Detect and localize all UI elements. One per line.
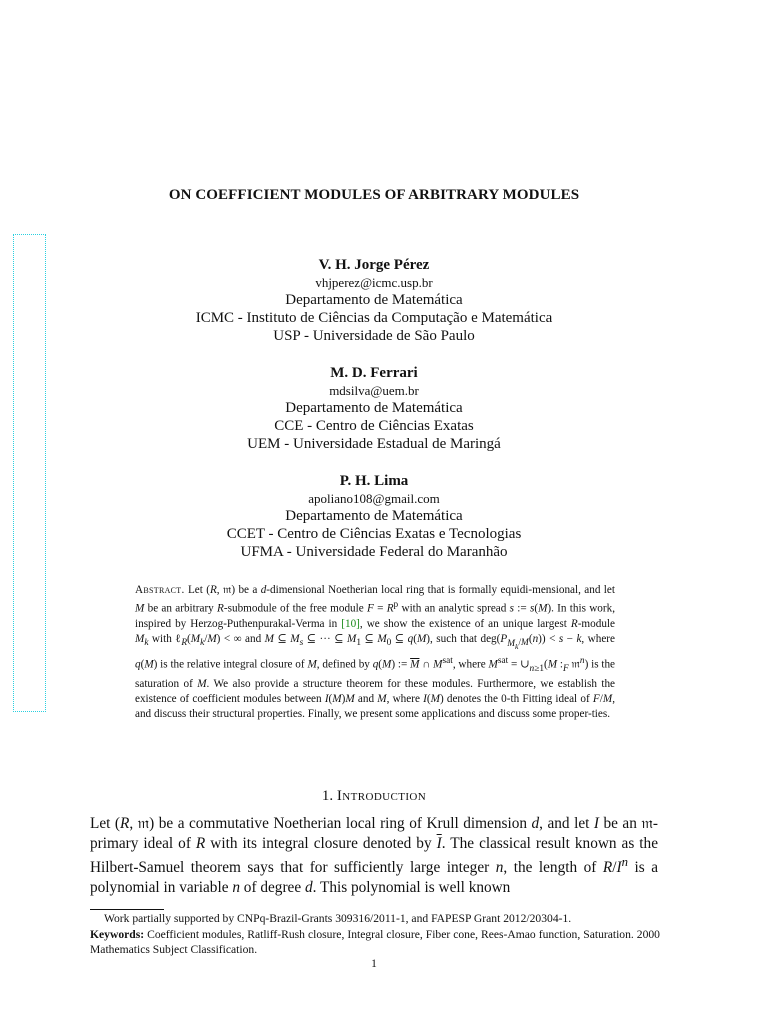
abstract: Abstract. Let (R, 𝔪) be a d-dimensional Noetherian local ring that is formally equidi-mensional, and let M be an arbitrary R-submodule of the free module $F = R^p$ with an analytic spread s := s(M). In this work, inspired by Herzog-Puthenpurakal-Verma in [10], we show the existence of an unique largest R-module $M_k$ with $\ell_R(M_k/M)$ < ∞ and M ⊆ $M_s$ ⊆ ··· ⊆ $M_1$ ⊆ $M_0$ ⊆ q(M), such that $deg(P_{M_k/M}(n)) < s - k$, where q(M) is the relative integral closure of M, defined by q(M) := $\overline{M}$ ∩ $M^{sat}$, where $M^{sat}$ = $\cup_{n\ge 1}(M$ $:_F$ 𝔪$^n$) is the saturation of M. We also provide a structure theorem for these modules. Furthermore, we establish the existence of coefficient modules between I(M)M and M, where I(M) denotes the 0-th Fitting ideal of F/M, and discuss their structural properties. Finally, we present some applications and discuss some proper-ties. [135,584,616,721]
author-name: P. H. Lima [339,473,409,489]
author-affiliation: Departamento de Matemática [285,508,463,524]
author-email[interactable]: apoliano108@gmail.com [308,491,440,506]
section-title: Introduction [336,788,427,804]
author-affiliation: CCET - Centro de Ciências Exatas e Tecnologias [226,526,522,542]
page-number: 1 [371,958,377,970]
author-email[interactable]: vhjperez@icmc.usp.br [315,275,433,290]
author-affiliation: Departamento de Matemática [285,292,463,308]
author-affiliation: UFMA - Universidade Federal do Maranhão [240,544,508,560]
author-affiliation: CCE - Centro de Ciências Exatas [274,418,474,434]
funding-footnote: Work partially supported by CNPq-Brazil-Grants 309316/2011-1, and FAPESP Grant 2012/20304-1. [104,912,572,925]
introduction-paragraph: Let (R, 𝔪) be a commutative Noetherian local ring of Krull dimension d, and let I be an 𝔪-primary ideal of R with its integral closure denoted by $\overline{I}$. The classical result known as the Hilbert-Samuel theorem says that for sufficiently large integer n, the length of $R/I^n$ is a polynomial in variable n of degree d. This polynomial is well known [90,815,658,896]
author-block-2 [0,364,748,453]
citation-link[interactable]: [10] [341,618,360,631]
author-name: V. H. Jorge Pérez [318,257,430,273]
footnote-rule [90,909,164,910]
keywords-label: Keywords: [90,927,145,941]
author-block-1 [0,256,748,345]
abstract-label: Abstract. [135,584,185,596]
author-email[interactable]: mdsilva@uem.br [329,383,419,398]
section-heading [0,788,748,805]
author-affiliation: UEM - Universidade Estadual de Maringá [247,436,501,452]
section-number: 1. [321,788,334,804]
paper-title: ON COEFFICIENT MODULES OF ARBITRARY MODULES [168,187,580,203]
footnotes [90,911,660,958]
author-affiliation: ICMC - Instituto de Ciências da Computação e Matemática [195,310,553,326]
author-name: M. D. Ferrari [330,365,418,381]
author-affiliation: Departamento de Matemática [285,400,463,416]
keywords-text: Coefficient modules, Ratliff-Rush closure, Integral closure, Fiber cone, Rees-Amao function, Saturation. 2000 Mathematics Subject Classification. [90,927,660,956]
author-block-3 [0,472,748,561]
author-affiliation: USP - Universidade de São Paulo [273,328,475,344]
keywords-footnote [90,927,660,958]
